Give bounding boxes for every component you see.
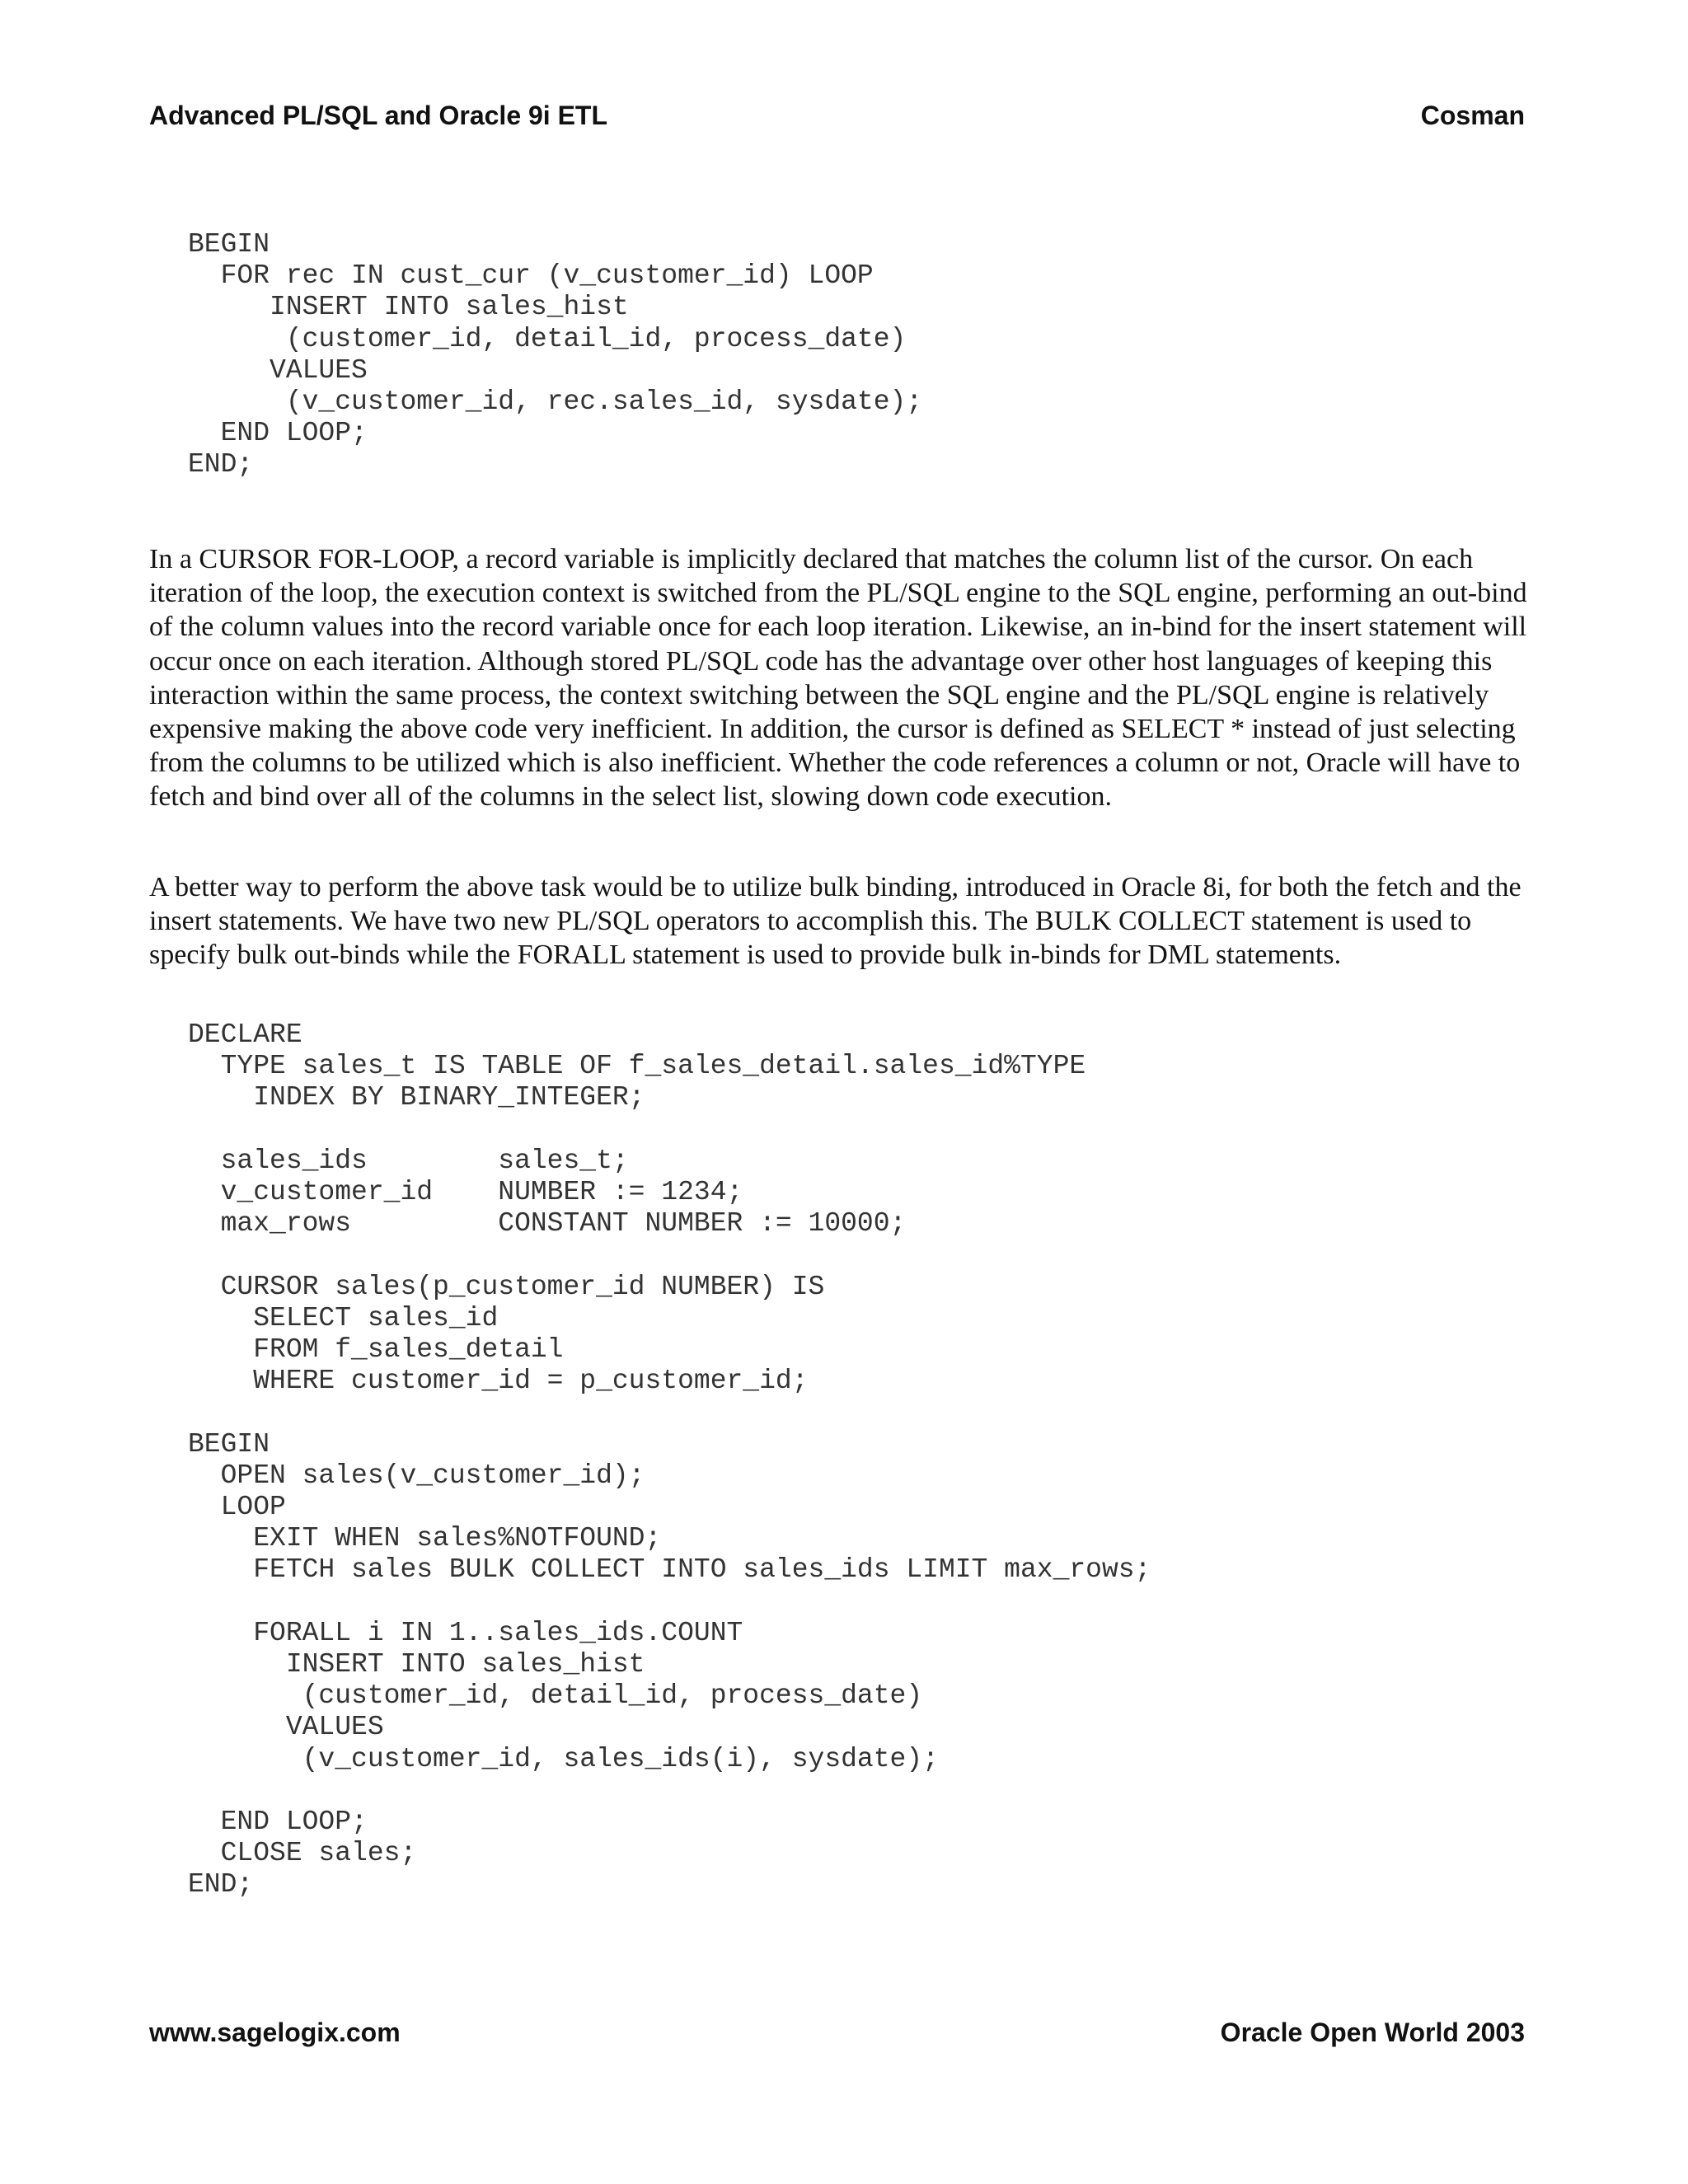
paragraph-bulk-binding: A better way to perform the above task would be to utilize bulk binding, introduced in Oracle 8i, for both the fetch and the insert statements. We have two new PL/SQL operators to accomplish this. The BULK COLLECT statement is used to specify bulk out-binds while the FORALL statement is used to provide bulk in-binds for DML statements.: [149, 872, 1522, 971]
footer-event: Oracle Open World 2003: [1220, 2018, 1525, 2047]
footer-website: www.sagelogix.com: [149, 2018, 401, 2047]
code-block-bulk-collect: DECLARE TYPE sales_t IS TABLE OF f_sales_detail.sales_id%TYPE INDEX BY BINARY_INTEGER; sales_ids sales_t; v_customer_id NUMBER := 1234; max_rows CONSTANT NUMBER := 10000; CURSOR sales(p_customer_id NUMBER) IS SELECT sales_id FROM f_sales_detail WHERE customer_id = p_customer_id; BEGIN OPEN sales(v_customer_id); LOOP EXIT WHEN sales%NOTFOUND; FETCH sales BULK COLLECT INTO sales_ids LIMIT max_rows; FORALL i IN 1..sales_ids.COUNT INSERT INTO sales_hist (customer_id, detail_id, process_date) VALUES (v_customer_id, sales_ids(i), sysdate); END LOOP; CLOSE sales; END;: [188, 1019, 1151, 1900]
header-title: Advanced PL/SQL and Oracle 9i ETL: [149, 101, 608, 130]
header-author: Cosman: [1420, 101, 1525, 130]
code-block-cursor-for-loop: BEGIN FOR rec IN cust_cur (v_customer_id) LOOP INSERT INTO sales_hist (customer_id, detail_id, process_date) VALUES (v_customer_id, rec.sales_id, sysdate); END LOOP; END;: [188, 229, 923, 480]
paragraph-cursor-for-loop: In a CURSOR FOR-LOOP, a record variable is implicitly declared that matches the column list of the cursor. On each iteration of the loop, the execution context is switched from the PL/SQL engine to the SQL engine, performing an out-bind of the column values into the record variable once for each loop iteration. Likewise, an in-bind for the insert statement will occur once on each iteration. Although stored PL/SQL code has the advantage over other host languages of keeping this interaction within the same process, the context switching between the SQL engine and the PL/SQL engine is relatively expensive making the above code very inefficient. In addition, the cursor is defined as SELECT * instead of just selecting from the columns to be utilized which is also inefficient. Whether the code references a column or not, Oracle will have to fetch and bind over all of the columns in the select list, slowing down code execution.: [149, 544, 1527, 813]
